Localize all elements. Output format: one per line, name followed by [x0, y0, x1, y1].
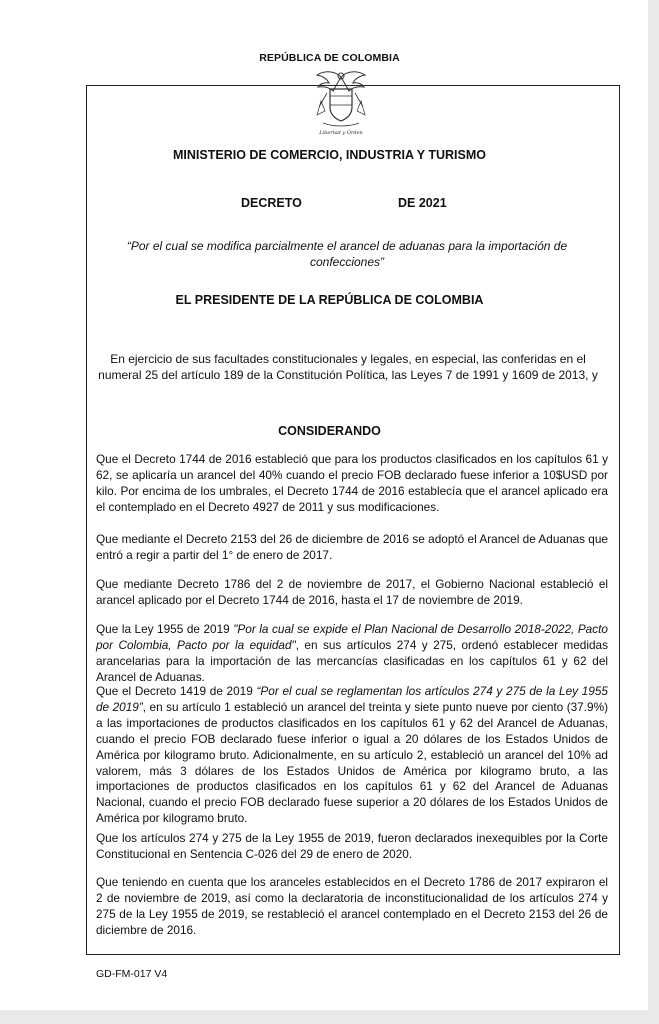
- paragraph-5-decree-title: “Por el cual se reglamentan los artículos 274 y 275 de la Ley 1955 de 2019”: [96, 684, 608, 714]
- paragraph-3: Que mediante Decreto 1786 del 2 de noviembre de 2017, el Gobierno Nacional estableció el arancel aplicado por el Decreto 1744 de 2016, hasta el 17 de noviembre de 2019.: [96, 577, 608, 607]
- paragraph-5: [96, 684, 608, 827]
- paragraph-1: Que el Decreto 1744 de 2016 estableció que para los productos clasificados en los capítulos 61 y 62, se aplicaría un arancel del 40% cuando el precio FOB declarado fuese inferior a 10$USD por kilo. Por encima de los umbrales, el Decreto 1744 de 2016 establecía que el arancel aplicado era el contemplado en el Decreto 4927 de 2011 y sus modificaciones.: [96, 452, 608, 514]
- considerando-heading: CONSIDERANDO: [278, 424, 381, 438]
- paragraph-4: [96, 622, 608, 686]
- paragraph-6: Que los artículos 274 y 275 de la Ley 1955 de 2019, fueron declarados inexequibles por la Corte Constitucional en Sentencia C-026 del 29 de enero de 2020.: [96, 831, 608, 861]
- decree-label: DECRETO: [241, 196, 302, 210]
- intro-paragraph: En ejercicio de sus facultades constitucionales y legales, en especial, las conferidas en el numeral 25 del artículo 189 de la Constitución Política, las Leyes 7 de 1991 y 1609 de 2013, y: [98, 352, 598, 382]
- paragraph-7: Que teniendo en cuenta que los aranceles establecidos en el Decreto 1786 de 2017 expiraron el 2 de noviembre de 2019, así como la declaratoria de inconstitucionalidad de los artículos 274 y 275 de la Ley 1955 de 2019, se restableció el arancel contemplado en el Decreto 2153 del 26 de diciembre de 2016.: [96, 875, 608, 937]
- decree-year: DE 2021: [398, 196, 447, 210]
- ministry-heading: MINISTERIO DE COMERCIO, INDUSTRIA Y TURISMO: [173, 148, 486, 162]
- country-heading: REPÚBLICA DE COLOMBIA: [259, 52, 400, 64]
- paragraph-5-text-b: , en su artículo 1 estableció un arancel del treinta y siete punto nueve por ciento (37.9%) a las importaciones de productos clasificados en los capítulos 61 y 62 del Arancel de Aduanas, cuando el precio FOB declarado fuese inferior o igual a 20 dólares de los Estados Unidos de América por kilogramo bruto. Adicionalmente, en su artículo 2, estableció un arancel del 10% ad valorem, más 3 dólares de los Estados Unidos de América por kilogramo bruto, a las importaciones de productos clasificados en los capítulos 61 y 62 del Arancel de Aduanas Nacional, cuando el precio FOB declarado fuese superior a 20 dólares de los Estados Unidos de América por kilogramo bruto.: [96, 699, 609, 826]
- paragraph-2: Que mediante el Decreto 2153 del 26 de diciembre de 2016 se adoptó el Arancel de Aduanas que entró a regir a partir del 1° de enero de 2017.: [96, 532, 608, 562]
- paragraph-4-text-b: , en sus artículos 274 y 275, ordenó establecer medidas arancelarias para la importación de las mercancías clasificadas en los capítulos 61 y 62 del Arancel de Aduanas.: [96, 637, 608, 684]
- coat-of-arms-seal: [313, 67, 369, 137]
- seal-motto: Libertad y Orden: [319, 130, 363, 136]
- decree-subject: “Por el cual se modifica parcialmente el arancel de aduanas para la importación de confecciones”: [126, 239, 568, 269]
- president-heading: EL PRESIDENTE DE LA REPÚBLICA DE COLOMBIA: [175, 293, 484, 307]
- paragraph-4-law-title: "Por la cual se expide el Plan Nacional de Desarrollo 2018-2022, Pacto por Colombia, Pacto por la equidad": [96, 622, 608, 652]
- form-code: GD-FM-017 V4: [96, 968, 168, 980]
- paragraph-4-text-a: Que la Ley 1955 de 2019: [96, 622, 234, 636]
- paragraph-5-text-a: Que el Decreto 1419 de 2019: [96, 684, 257, 698]
